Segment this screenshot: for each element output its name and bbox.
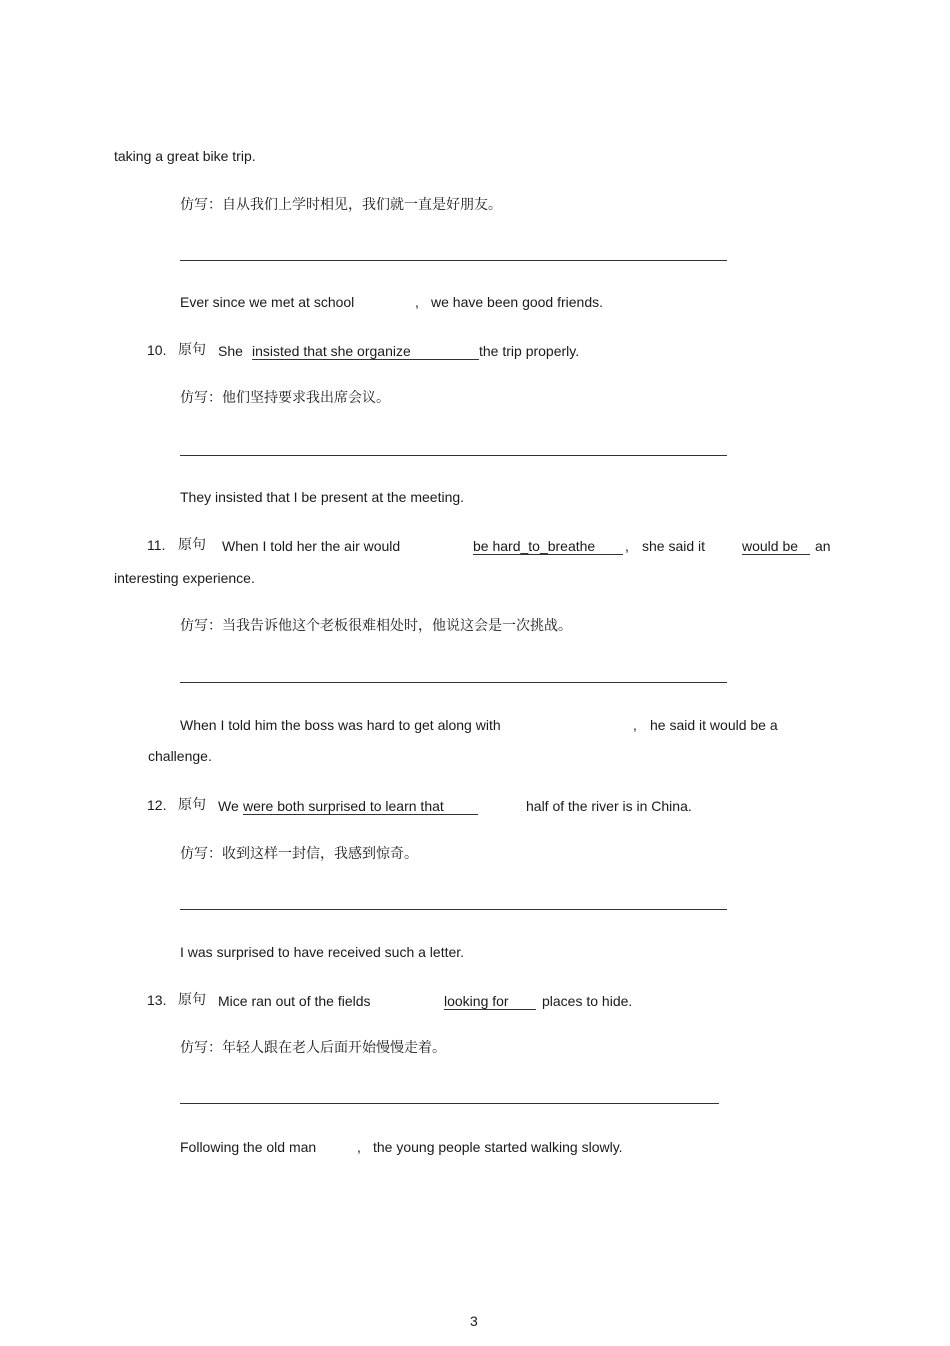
item10-answer: They insisted that I be present at the meeting. — [180, 489, 465, 505]
imitate-chinese: 收到这样一封信，我感到惊奇。 — [222, 846, 418, 862]
item13-answer-part2: the young people started walking slowly. — [373, 1139, 623, 1155]
filled-blank: be hard_to_breathe — [473, 538, 623, 555]
item13-orig-pre: Mice ran out of the fields — [218, 993, 371, 1009]
filled-blank: would be — [742, 538, 810, 555]
answer-blank-line — [180, 1103, 719, 1104]
item12-orig-pre: We — [218, 798, 239, 814]
item13-orig-post: places to hide. — [542, 993, 633, 1009]
item12-orig-label: 原句 — [178, 797, 206, 813]
item10-orig-blank — [252, 342, 479, 360]
imitate-chinese: 他们坚持要求我出席会议。 — [222, 390, 390, 406]
item10-orig-pre: She — [218, 343, 243, 359]
item11-imitate-line — [180, 617, 572, 635]
item11-orig-post: an — [815, 538, 831, 554]
item12-imitate-line — [180, 845, 418, 863]
item13-orig-label: 原句 — [178, 992, 206, 1008]
item12-orig-blank — [243, 797, 478, 815]
imitate-label: 仿写： — [180, 390, 222, 406]
item11-orig-blank2 — [742, 537, 810, 555]
item11-orig-pre: When I told her the air would — [222, 538, 401, 554]
item11-number: 11. — [147, 537, 166, 553]
item9-original-continuation: taking a great bike trip. — [114, 148, 256, 164]
item10-number: 10. — [147, 342, 167, 358]
item13-orig-blank — [444, 992, 536, 1010]
item11-answer-comma: , — [633, 717, 637, 733]
imitate-chinese: 当我告诉他这个老板很难相处时，他说这会是一次挑战。 — [222, 618, 572, 634]
item11-orig-comma: , — [625, 538, 629, 554]
item11-answer-part1: When I told him the boss was hard to get along with — [180, 717, 501, 733]
filled-blank: were both surprised to learn that — [243, 798, 478, 815]
answer-blank-line — [180, 682, 727, 683]
item10-orig-post: the trip properly. — [479, 343, 580, 359]
imitate-label: 仿写： — [180, 197, 222, 213]
answer-blank-line — [180, 260, 727, 261]
item13-imitate-line — [180, 1039, 446, 1057]
answer-blank-line — [180, 455, 727, 456]
item11-orig-line2: interesting experience. — [114, 570, 255, 586]
item12-answer: I was surprised to have received such a letter. — [180, 944, 465, 960]
item9-answer-comma: , — [415, 294, 419, 310]
item9-answer-part2: we have been good friends. — [431, 294, 604, 310]
item12-orig-post: half of the river is in China. — [526, 798, 692, 814]
item11-orig-mid: she said it — [642, 538, 706, 554]
imitate-chinese: 年轻人跟在老人后面开始慢慢走着。 — [222, 1040, 446, 1056]
item11-orig-label: 原句 — [178, 537, 206, 553]
item9-imitate-line — [180, 196, 502, 214]
filled-blank: looking for — [444, 993, 536, 1010]
answer-blank-line — [180, 909, 727, 910]
imitate-chinese: 自从我们上学时相见，我们就一直是好朋友。 — [222, 197, 502, 213]
imitate-label: 仿写： — [180, 618, 222, 634]
item11-answer-line2: challenge. — [148, 748, 212, 764]
imitate-label: 仿写： — [180, 1040, 222, 1056]
item11-answer-part2: he said it would be a — [650, 717, 778, 733]
imitate-label: 仿写： — [180, 846, 222, 862]
item12-number: 12. — [147, 797, 167, 813]
item9-answer-part1: Ever since we met at school — [180, 294, 355, 310]
filled-blank: insisted that she organize — [252, 343, 479, 360]
item10-imitate-line — [180, 389, 390, 407]
item10-orig-label: 原句 — [178, 342, 206, 358]
item11-orig-blank1 — [473, 537, 623, 555]
item13-answer-part1: Following the old man — [180, 1139, 317, 1155]
item13-number: 13. — [147, 992, 167, 1008]
page-number: 3 — [470, 1313, 478, 1329]
item13-answer-comma: , — [357, 1139, 361, 1155]
